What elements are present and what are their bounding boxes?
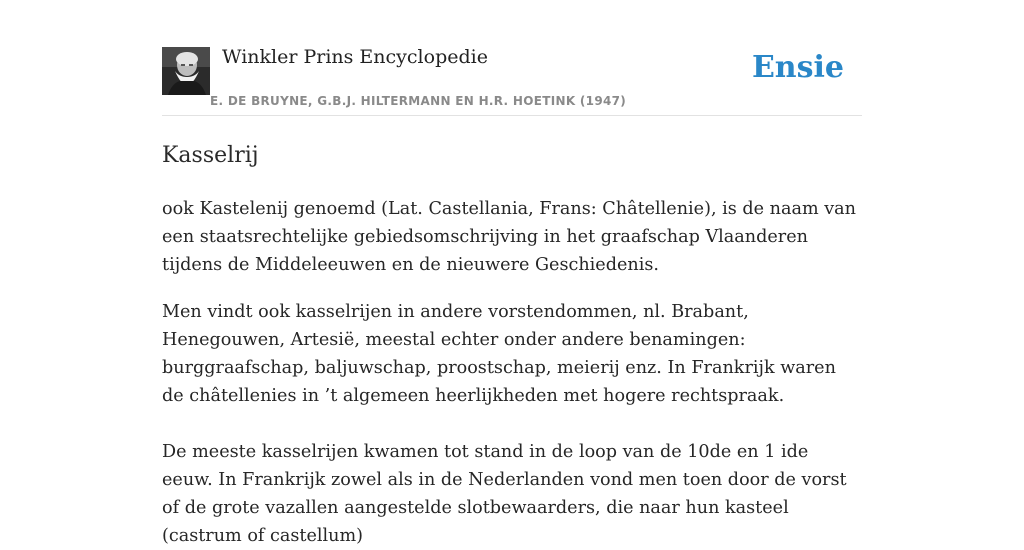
article-paragraph: ook Kastelenij genoemd (Lat. Castellania, Frans: Châtellenie), is de naam van een staatsrechtelijke gebiedsomschrijving in het graafschap Vlaanderen tijdens de Middeleeuwen en de nieuwere Geschiedenis.: [162, 199, 856, 275]
page: [162, 0, 862, 550]
book-title[interactable]: Winkler Prins Encyclopedie: [222, 46, 488, 68]
portrait-avatar-icon: [162, 47, 210, 95]
article-title: Kasselrij: [162, 143, 259, 168]
brand-logo-link[interactable]: Ensie: [751, 50, 844, 85]
header: [162, 0, 862, 116]
author-avatar[interactable]: [162, 47, 210, 95]
article-paragraph: De meeste kasselrijen kwamen tot stand in de loop van de 10de en 1 ide eeuw. In Frankrijk zowel als in de Nederlanden vond men toen door de vorst of de grote vazallen aangestelde slotbewaarders, die naar hun kasteel (castrum of castellum): [162, 442, 847, 546]
authors-line: E. DE BRUYNE, G.B.J. HILTERMANN EN H.R. HOETINK (1947): [210, 94, 627, 108]
article-paragraph: Men vindt ook kasselrijen in andere vorstendommen, nl. Brabant, Henegouwen, Artesië, meestal echter onder andere benamingen: burggraafschap, baljuwschap, proostschap, meierij enz. In Frankrijk waren de châtellenies in ’t algemeen heerlijkheden met hogere rechtspraak.: [162, 302, 836, 406]
